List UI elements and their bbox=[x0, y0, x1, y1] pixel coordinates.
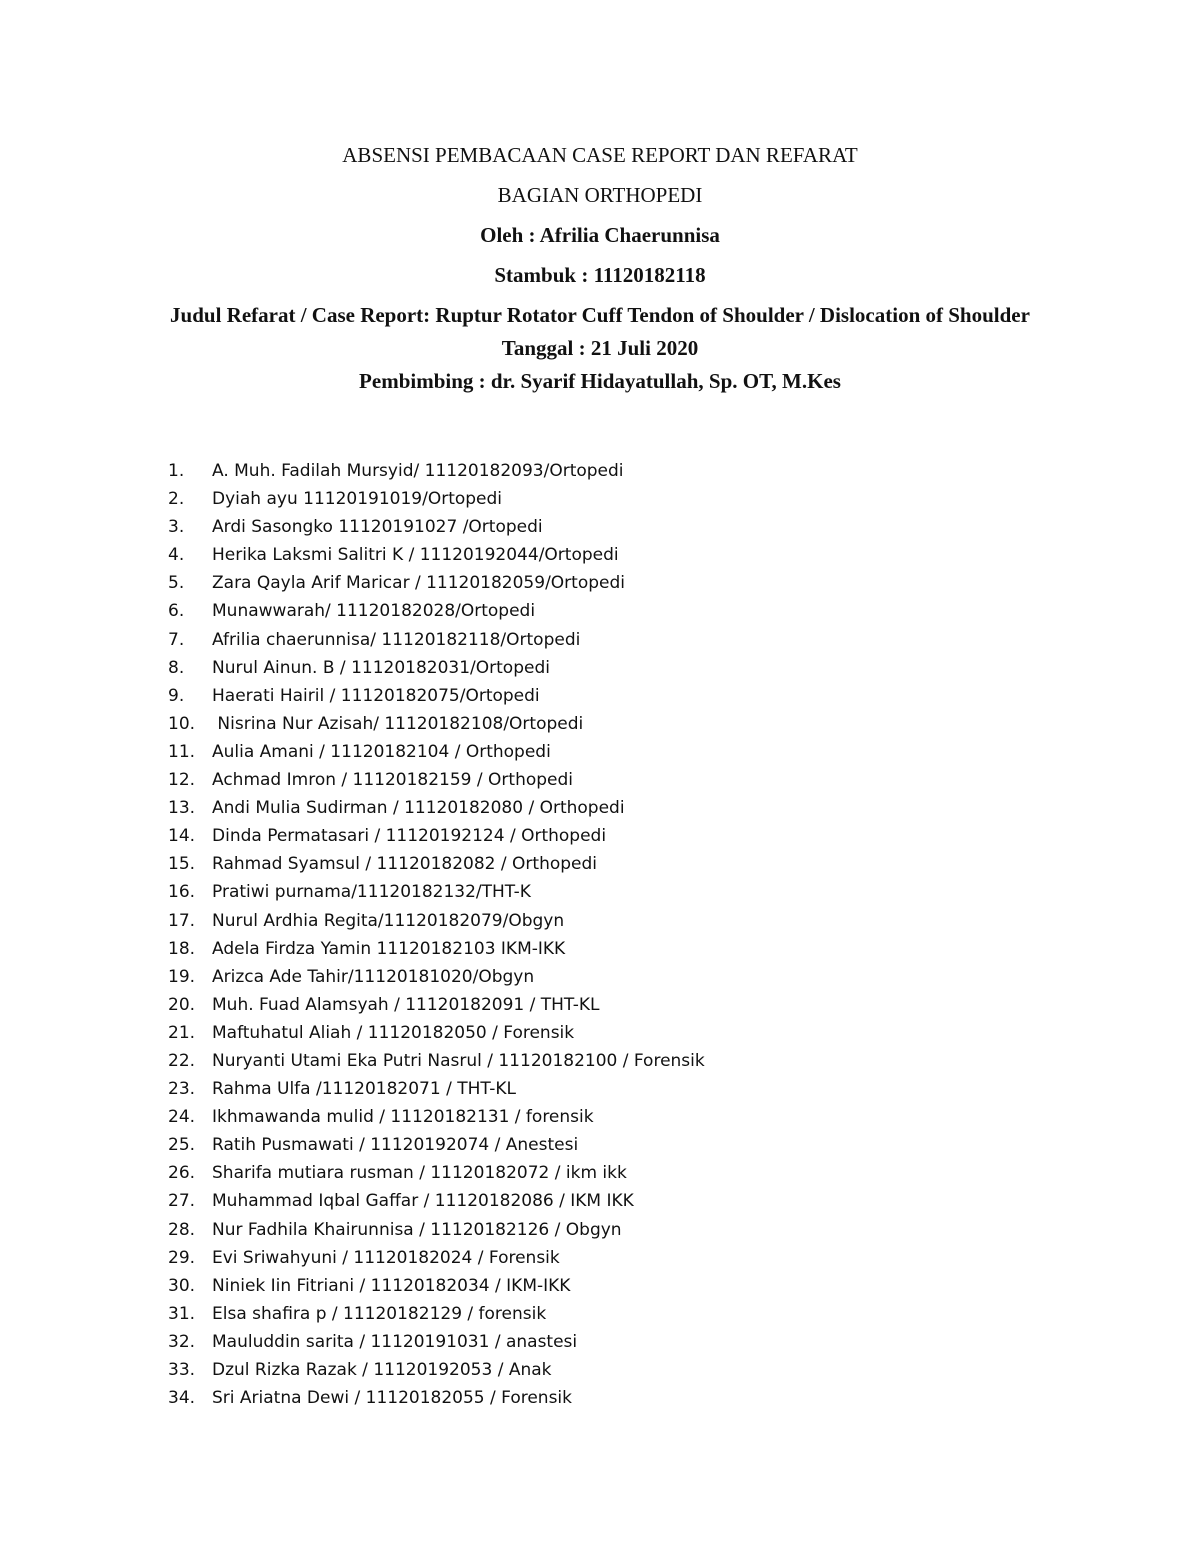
list-item-text: Zara Qayla Arif Maricar / 11120182059/Ortopedi bbox=[212, 573, 625, 594]
list-item-number: 7. bbox=[168, 629, 185, 650]
document-header bbox=[150, 140, 1050, 396]
list-item-number: 24. bbox=[168, 1107, 196, 1128]
list-item bbox=[168, 597, 1068, 625]
list-item bbox=[168, 513, 1068, 541]
list-item bbox=[168, 1075, 1068, 1103]
list-item-text: Rahmad Syamsul / 11120182082 / Orthopedi bbox=[212, 854, 598, 875]
stambuk-line: Stambuk : 11120182118 bbox=[494, 263, 706, 287]
list-item-text: Nurul Ainun. B / 11120182031/Ortopedi bbox=[212, 657, 550, 678]
list-item-number: 4. bbox=[168, 545, 185, 566]
list-item-text: Adela Firdza Yamin 11120182103 IKM-IKK bbox=[212, 938, 566, 959]
list-item-number: 1. bbox=[168, 461, 185, 481]
list-item bbox=[168, 1019, 1068, 1047]
list-item bbox=[168, 1131, 1068, 1159]
list-item-number: 20. bbox=[168, 994, 196, 1015]
list-item bbox=[168, 569, 1068, 597]
list-item-number: 11. bbox=[168, 741, 196, 762]
list-item bbox=[168, 626, 1068, 654]
list-item bbox=[168, 485, 1068, 513]
list-item-number: 2. bbox=[168, 489, 185, 510]
list-item bbox=[168, 738, 1068, 766]
list-item bbox=[168, 710, 1068, 738]
list-item-number: 18. bbox=[168, 938, 196, 959]
list-item-number: 26. bbox=[168, 1163, 196, 1184]
list-item-text: Nur Fadhila Khairunnisa / 11120182126 / Obgyn bbox=[212, 1219, 622, 1240]
list-item bbox=[168, 1103, 1068, 1131]
list-item-number: 17. bbox=[168, 910, 196, 931]
list-item-text: Sharifa mutiara rusman / 11120182072 / ikm ikk bbox=[212, 1163, 627, 1184]
list-item-text: Ratih Pusmawati / 11120192074 / Anestesi bbox=[212, 1135, 579, 1156]
list-item-text: Mauluddin sarita / 11120191031 / anastesi bbox=[212, 1331, 578, 1352]
pembimbing-line: Pembimbing : dr. Syarif Hidayatullah, Sp. OT, M.Kes bbox=[359, 369, 841, 393]
list-item bbox=[168, 935, 1068, 963]
list-item bbox=[168, 963, 1068, 991]
attendee-list bbox=[168, 457, 1068, 1412]
list-item bbox=[168, 822, 1068, 850]
list-item bbox=[168, 1384, 1068, 1412]
list-item bbox=[168, 991, 1068, 1019]
list-item bbox=[168, 654, 1068, 682]
list-item-number: 23. bbox=[168, 1079, 196, 1100]
judul-line: Judul Refarat / Case Report: Ruptur Rotator Cuff Tendon of Shoulder / Dislocation of Shoulder bbox=[170, 303, 1030, 327]
list-item-text: Afrilia chaerunnisa/ 11120182118/Ortopedi bbox=[212, 629, 581, 650]
list-item bbox=[168, 682, 1068, 710]
list-item bbox=[168, 1272, 1068, 1300]
list-item-text: Ikhmawanda mulid / 11120182131 / forensik bbox=[212, 1107, 594, 1128]
list-item-text: Nisrina Nur Azisah/ 11120182108/Ortopedi bbox=[212, 713, 584, 734]
list-item-number: 32. bbox=[168, 1331, 196, 1352]
list-item-text: Haerati Hairil / 11120182075/Ortopedi bbox=[212, 685, 540, 706]
list-item bbox=[168, 457, 1068, 485]
list-item-text: Muh. Fuad Alamsyah / 11120182091 / THT-KL bbox=[212, 994, 600, 1015]
list-item-number: 9. bbox=[168, 685, 185, 706]
list-item-text: Dyiah ayu 11120191019/Ortopedi bbox=[212, 489, 503, 510]
list-item-number: 8. bbox=[168, 657, 185, 678]
list-item bbox=[168, 878, 1068, 906]
list-item-number: 33. bbox=[168, 1360, 196, 1380]
list-item-text: Sri Ariatna Dewi / 11120182055 / Forensik bbox=[212, 1388, 572, 1409]
list-item-text: Niniek Iin Fitriani / 11120182034 / IKM-IKK bbox=[212, 1275, 571, 1296]
list-item-text: Munawwarah/ 11120182028/Ortopedi bbox=[212, 601, 536, 622]
list-item-number: 3. bbox=[168, 517, 185, 538]
list-item bbox=[168, 907, 1068, 935]
list-item-text: Ardi Sasongko 11120191027 /Ortopedi bbox=[212, 517, 543, 538]
list-item bbox=[168, 1356, 1068, 1384]
list-item-text: Andi Mulia Sudirman / 11120182080 / Orthopedi bbox=[212, 798, 625, 819]
list-item bbox=[168, 1047, 1068, 1075]
list-item-number: 22. bbox=[168, 1050, 196, 1071]
list-item-text: Muhammad Iqbal Gaffar / 11120182086 / IKM IKK bbox=[212, 1191, 634, 1212]
list-item-number: 29. bbox=[168, 1247, 196, 1268]
list-item-text: Nurul Ardhia Regita/11120182079/Obgyn bbox=[212, 910, 565, 931]
list-item-text: Dinda Permatasari / 11120192124 / Orthopedi bbox=[212, 826, 607, 847]
list-item bbox=[168, 1300, 1068, 1328]
list-item-number: 12. bbox=[168, 770, 196, 791]
list-item-text: Arizca Ade Tahir/11120181020/Obgyn bbox=[212, 966, 535, 987]
list-item bbox=[168, 794, 1068, 822]
list-item-text: Herika Laksmi Salitri K / 11120192044/Ortopedi bbox=[212, 545, 619, 566]
list-item-text: Evi Sriwahyuni / 11120182024 / Forensik bbox=[212, 1247, 560, 1268]
department-line: BAGIAN ORTHOPEDI bbox=[497, 183, 703, 207]
list-item-number: 25. bbox=[168, 1135, 196, 1156]
list-item bbox=[168, 1328, 1068, 1356]
list-item-number: 27. bbox=[168, 1191, 196, 1212]
list-item-number: 21. bbox=[168, 1022, 196, 1043]
list-item-number: 28. bbox=[168, 1219, 196, 1240]
list-item-text: A. Muh. Fadilah Mursyid/ 11120182093/Ortopedi bbox=[212, 461, 624, 481]
list-item-number: 5. bbox=[168, 573, 185, 594]
author-line: Oleh : Afrilia Chaerunnisa bbox=[480, 223, 720, 247]
list-item-text: Pratiwi purnama/11120182132/THT-K bbox=[212, 882, 531, 903]
list-item bbox=[168, 766, 1068, 794]
list-item-number: 16. bbox=[168, 882, 196, 903]
list-item bbox=[168, 1216, 1068, 1244]
list-item-text: Achmad Imron / 11120182159 / Orthopedi bbox=[212, 770, 574, 791]
list-item-text: Elsa shafira p / 11120182129 / forensik bbox=[212, 1303, 547, 1324]
list-item-number: 10. bbox=[168, 713, 196, 734]
list-item-number: 13. bbox=[168, 798, 196, 819]
list-item-number: 6. bbox=[168, 601, 185, 622]
list-item bbox=[168, 1159, 1068, 1187]
document-title: ABSENSI PEMBACAAN CASE REPORT DAN REFARAT bbox=[342, 143, 858, 167]
list-item bbox=[168, 850, 1068, 878]
list-item-number: 19. bbox=[168, 966, 196, 987]
list-item-text: Dzul Rizka Razak / 11120192053 / Anak bbox=[212, 1360, 552, 1380]
list-item-number: 31. bbox=[168, 1303, 196, 1324]
list-item-number: 30. bbox=[168, 1275, 196, 1296]
list-item bbox=[168, 1244, 1068, 1272]
list-item-number: 15. bbox=[168, 854, 196, 875]
list-item-text: Nuryanti Utami Eka Putri Nasrul / 11120182100 / Forensik bbox=[212, 1050, 705, 1071]
list-item bbox=[168, 541, 1068, 569]
list-item-number: 14. bbox=[168, 826, 196, 847]
list-item-text: Rahma Ulfa /11120182071 / THT-KL bbox=[212, 1079, 516, 1100]
list-item-text: Aulia Amani / 11120182104 / Orthopedi bbox=[212, 741, 551, 762]
tanggal-line: Tanggal : 21 Juli 2020 bbox=[501, 336, 699, 360]
list-item bbox=[168, 1187, 1068, 1215]
list-item-text: Maftuhatul Aliah / 11120182050 / Forensik bbox=[212, 1022, 575, 1043]
list-item-number: 34. bbox=[168, 1388, 196, 1409]
